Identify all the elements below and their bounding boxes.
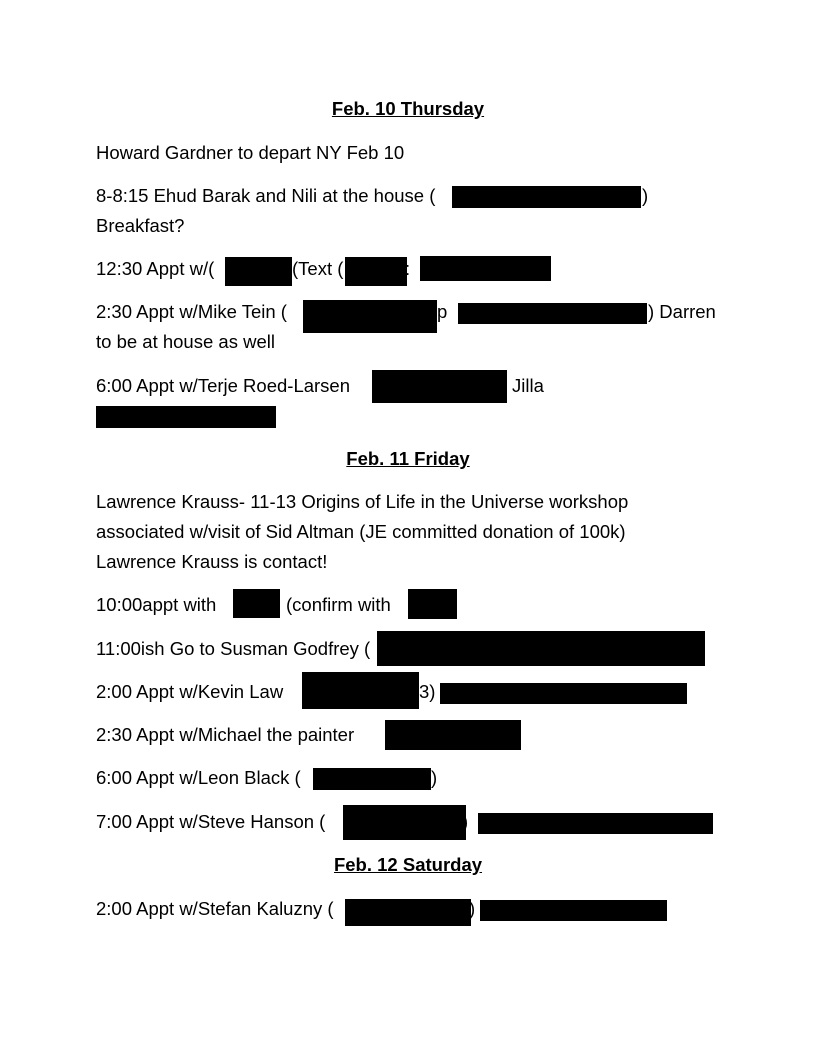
entry-line: 10:00appt with bbox=[96, 594, 217, 615]
entry-line: to be at house as well bbox=[96, 331, 275, 352]
entry-line: ) bbox=[431, 767, 438, 788]
entry-line: ) Darren bbox=[648, 301, 716, 322]
entry-line: 3) bbox=[419, 681, 436, 702]
redaction-block bbox=[302, 672, 419, 709]
redaction-block bbox=[225, 257, 292, 286]
redaction-block bbox=[233, 589, 280, 618]
redaction-block bbox=[452, 186, 641, 208]
entry-line: 2:30 Appt w/Mike Tein ( bbox=[96, 301, 287, 322]
redaction-block bbox=[420, 256, 551, 281]
entry-line: associated w/visit of Sid Altman (JE committed donation of 100k) bbox=[96, 521, 626, 542]
redaction-block bbox=[478, 813, 713, 834]
redaction-block bbox=[385, 720, 521, 750]
entry-line: Howard Gardner to depart NY Feb 10 bbox=[96, 142, 405, 163]
entry-line: : bbox=[405, 258, 411, 279]
redaction-block bbox=[440, 683, 687, 704]
entry-line: (Text ( bbox=[292, 258, 344, 279]
entry-line: 6:00 Appt w/Leon Black ( bbox=[96, 767, 301, 788]
day-heading: Feb. 11 Friday bbox=[346, 448, 470, 469]
entry-line: Lawrence Krauss is contact! bbox=[96, 551, 328, 572]
redaction-block bbox=[96, 406, 276, 428]
entry-line: Jilla bbox=[512, 375, 544, 396]
entry-line: 11:00ish Go to Susman Godfrey ( bbox=[96, 638, 371, 659]
day-heading: Feb. 10 Thursday bbox=[331, 98, 485, 119]
day-heading: Feb. 12 Saturday bbox=[333, 854, 483, 875]
entry-line: p bbox=[437, 301, 448, 322]
redaction-block bbox=[408, 589, 457, 619]
entry-line: Lawrence Krauss- 11-13 Origins of Life in the Universe workshop bbox=[96, 491, 629, 512]
entry-line: 2:00 Appt w/Stefan Kaluzny ( bbox=[96, 898, 334, 919]
entry-line: 7:00 Appt w/Steve Hanson ( bbox=[96, 811, 326, 832]
redaction-block bbox=[480, 900, 667, 921]
entry-line: (confirm with bbox=[286, 594, 391, 615]
entry-line: 8-8:15 Ehud Barak and Nili at the house ( bbox=[96, 185, 436, 206]
redaction-block bbox=[313, 768, 431, 790]
entry-line: 12:30 Appt w/( bbox=[96, 258, 215, 279]
entry-line: 2:00 Appt w/Kevin Law bbox=[96, 681, 284, 702]
redaction-block bbox=[345, 899, 471, 926]
redaction-block bbox=[372, 370, 507, 403]
entry-line: ) bbox=[469, 898, 476, 919]
redaction-block bbox=[303, 300, 437, 333]
redaction-block bbox=[345, 257, 407, 286]
redaction-block bbox=[458, 303, 647, 324]
entry-line: ) bbox=[642, 185, 649, 206]
redaction-block bbox=[377, 631, 705, 666]
entry-line: 2:30 Appt w/Michael the painter bbox=[96, 724, 355, 745]
entry-line: ) bbox=[462, 811, 469, 832]
redaction-block bbox=[343, 805, 469, 840]
entry-line: Breakfast? bbox=[96, 215, 185, 236]
entry-line: 6:00 Appt w/Terje Roed-Larsen bbox=[96, 375, 351, 396]
